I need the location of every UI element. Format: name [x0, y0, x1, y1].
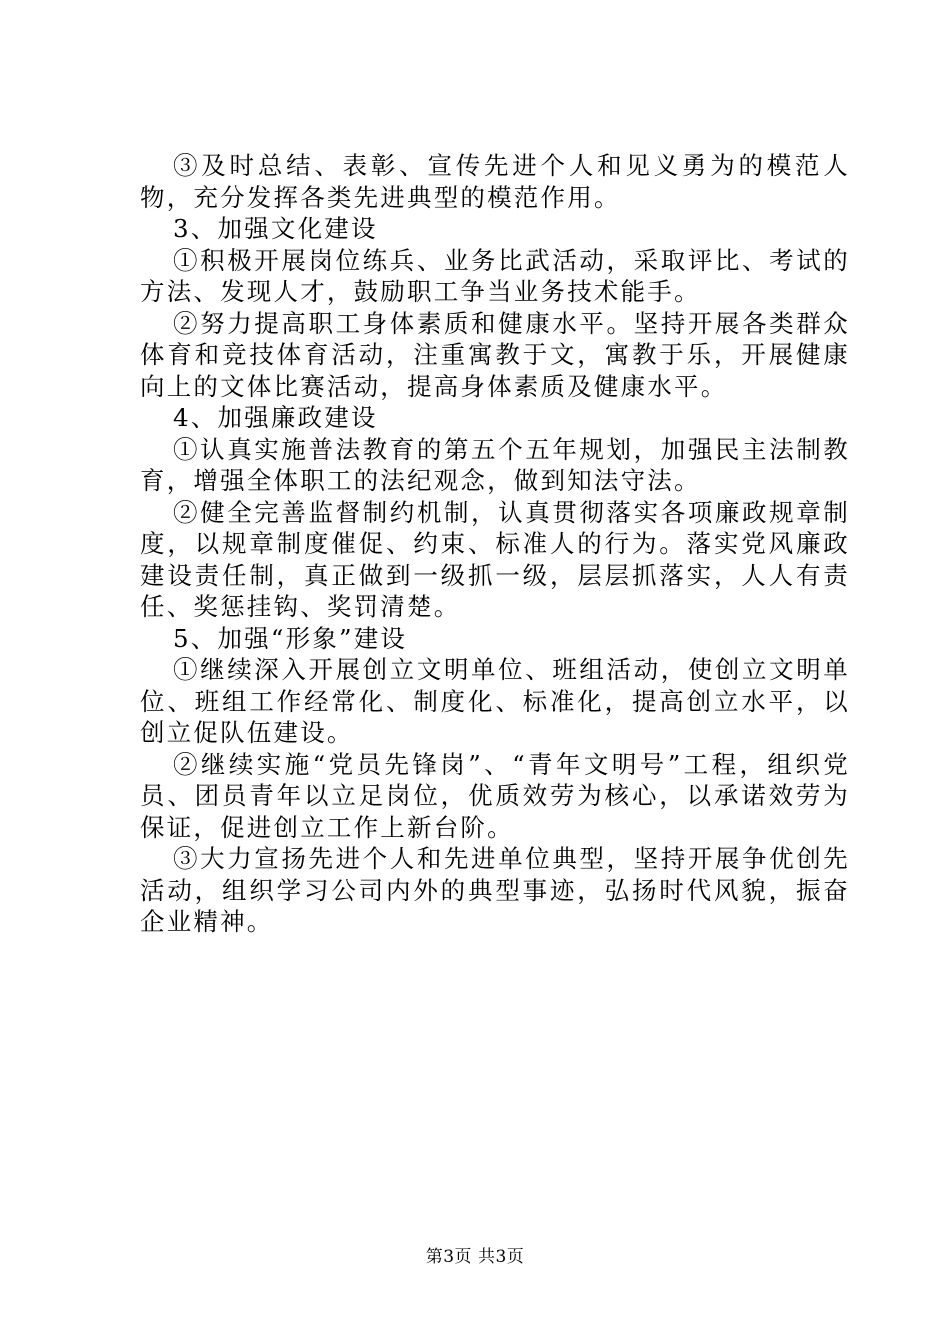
paragraph: ②健全完善监督制约机制，认真贯彻落实各项廉政规章制度，以规章制度催促、约束、标准人的行为。落实党风廉政建设责任制，真正做到一级抓一级，层层抓落实，人人有责任、奖惩挂钩、奖罚清楚。 [140, 497, 850, 621]
paragraph: ③大力宣扬先进个人和先进单位典型，坚持开展争优创先活动，组织学习公司内外的典型事迹，弘扬时代风貌，振奋企业精神。 [140, 844, 850, 936]
paragraph: ①继续深入开展创立文明单位、班组活动，使创立文明单位、班组工作经常化、制度化、标准化，提高创立水平，以创立促队伍建设。 [140, 655, 850, 747]
section-heading: 3、加强文化建设 [173, 214, 378, 243]
section-heading: 4、加强廉政建设 [173, 403, 378, 432]
paragraph: ③及时总结、表彰、宣传先进个人和见义勇为的模范人物，充分发挥各类先进典型的模范作用。 [140, 151, 850, 212]
document-body [140, 150, 850, 938]
paragraph: ①积极开展岗位练兵、业务比武活动，采取评比、考试的方法、发现人才，鼓励职工争当业务技术能手。 [140, 245, 850, 306]
paragraph: ②努力提高职工身体素质和健康水平。坚持开展各类群众体育和竞技体育活动，注重寓教于文，寓教于乐，开展健康向上的文体比赛活动，提高身体素质及健康水平。 [140, 308, 850, 401]
paragraph: ①认真实施普法教育的第五个五年规划，加强民主法制教育，增强全体职工的法纪观念，做到知法守法。 [140, 434, 850, 495]
section-heading: 5、加强“形象”建设 [173, 623, 408, 653]
page-number-footer: 第3页 共3页 [425, 1247, 525, 1267]
paragraph: ②继续实施“党员先锋岗”、“青年文明号”工程，组织党员、团员青年以立足岗位，优质效劳为核心，以承诺效劳为保证，促进创立工作上新台阶。 [140, 749, 850, 842]
